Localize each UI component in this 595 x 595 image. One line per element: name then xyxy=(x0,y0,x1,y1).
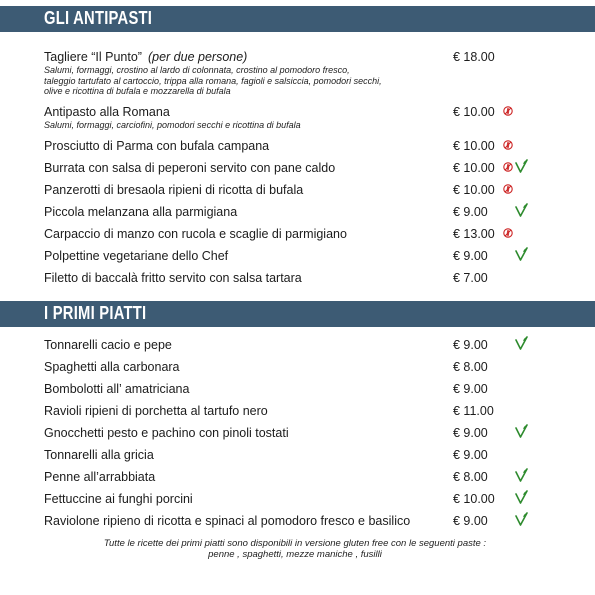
item-price: € 10.00 xyxy=(453,161,495,175)
menu-item xyxy=(44,360,564,375)
item-name: Burrata con salsa di peperoni servito con pane caldo xyxy=(44,161,336,175)
gluten-free-icon xyxy=(503,228,513,238)
item-name: Ravioli ripieni di porchetta al tartufo nero xyxy=(44,404,268,418)
vegetarian-icon xyxy=(515,336,528,350)
item-note: (per due persone) xyxy=(147,50,248,64)
menu-item xyxy=(44,492,564,507)
item-name: Tagliere “Il Punto” xyxy=(44,50,142,64)
menu-item xyxy=(44,271,564,286)
menu-item xyxy=(44,161,564,176)
item-name: Antipasto alla Romana xyxy=(44,105,170,119)
vegetarian-icon xyxy=(515,512,528,526)
item-icons xyxy=(499,50,539,65)
item-price: € 7.00 xyxy=(453,271,488,285)
item-price: € 8.00 xyxy=(453,360,488,374)
item-price: € 9.00 xyxy=(453,338,488,352)
menu-item xyxy=(44,205,564,220)
item-name: Tonnarelli cacio e pepe xyxy=(44,338,172,352)
item-icons xyxy=(499,161,539,176)
item-name: Spaghetti alla carbonara xyxy=(44,360,180,374)
item-description: Salumi, formaggi, crostino al lardo di colonnata, crostino al pomodoro fresco, xyxy=(44,65,350,75)
item-name: Filetto di baccalà fritto servito con salsa tartara xyxy=(44,271,302,285)
item-price: € 9.00 xyxy=(453,426,488,440)
item-icons xyxy=(499,404,539,419)
menu-item xyxy=(44,514,564,529)
item-icons xyxy=(499,227,539,242)
vegetarian-icon xyxy=(515,203,528,217)
item-icons xyxy=(499,382,539,397)
item-price: € 11.00 xyxy=(453,404,494,418)
item-icons xyxy=(499,426,539,441)
item-name: Piccola melanzana alla parmigiana xyxy=(44,205,238,219)
gluten-free-icon xyxy=(503,162,513,172)
menu-item xyxy=(44,426,564,441)
item-price: € 10.00 xyxy=(453,105,495,119)
menu-item xyxy=(44,382,564,397)
item-name: Bombolotti all’ amatriciana xyxy=(44,382,190,396)
item-name: Fettuccine ai funghi porcini xyxy=(44,492,193,506)
gluten-free-icon xyxy=(503,140,513,150)
vegetarian-icon xyxy=(515,159,528,173)
item-name: Prosciutto di Parma con bufala campana xyxy=(44,139,270,153)
item-price: € 9.00 xyxy=(453,448,488,462)
item-icons xyxy=(499,492,539,507)
section-header-primi xyxy=(0,301,595,327)
item-icons xyxy=(499,139,539,154)
item-icons xyxy=(499,470,539,485)
menu-item xyxy=(44,105,564,131)
menu-item xyxy=(44,183,564,198)
section-title: I PRIMI PIATTI xyxy=(44,303,147,323)
gluten-free-note: Tutte le ricette dei primi piatti sono disponibili in versione gluten free con le seguenti paste : xyxy=(103,538,487,549)
gluten-free-note-pastas: penne , spaghetti, mezze maniche , fusilli xyxy=(208,549,382,560)
item-icons xyxy=(499,271,539,286)
item-price: € 9.00 xyxy=(453,205,488,219)
item-icons xyxy=(499,249,539,264)
item-name: Gnocchetti pesto e pachino con pinoli tostati xyxy=(44,426,289,440)
item-name: Raviolone ripieno di ricotta e spinaci al pomodoro fresco e basilico xyxy=(44,514,411,528)
section-header-antipasti xyxy=(0,6,595,32)
menu-item xyxy=(44,448,564,463)
section-title: GLI ANTIPASTI xyxy=(44,8,153,28)
item-price: € 10.00 xyxy=(453,139,495,153)
item-icons xyxy=(499,105,539,120)
gluten-free-icon xyxy=(503,106,513,116)
item-price: € 18.00 xyxy=(453,50,495,64)
vegetarian-icon xyxy=(515,247,528,261)
item-icons xyxy=(499,205,539,220)
item-price: € 10.00 xyxy=(453,183,495,197)
item-price: € 13.00 xyxy=(453,227,495,241)
item-name: Panzerotti di bresaola ripieni di ricotta di bufala xyxy=(44,183,304,197)
menu-item xyxy=(44,404,564,419)
item-icons xyxy=(499,183,539,198)
menu-item xyxy=(44,50,564,97)
item-icons xyxy=(499,338,539,353)
vegetarian-icon xyxy=(515,424,528,438)
menu-item xyxy=(44,338,564,353)
item-name: Polpettine vegetariane dello Chef xyxy=(44,249,229,263)
item-description: olive e ricottina di bufala e mozzarella di bufala xyxy=(44,86,231,96)
item-price: € 10.00 xyxy=(453,492,495,506)
gluten-free-icon xyxy=(503,184,513,194)
item-price: € 9.00 xyxy=(453,249,488,263)
item-icons xyxy=(499,360,539,375)
item-description: taleggio tartufato al cartoccio, trippa alla romana, fagioli e salsiccia, pomodori secchi, xyxy=(44,75,382,86)
item-description: Salumi, formaggi, carciofini, pomodori secchi e ricottina di bufala xyxy=(44,120,301,130)
menu-item xyxy=(44,470,564,485)
item-icons xyxy=(499,514,539,529)
vegetarian-icon xyxy=(515,490,528,504)
menu-item xyxy=(44,249,564,264)
item-icons xyxy=(499,448,539,463)
item-price: € 9.00 xyxy=(453,382,488,396)
item-name: Tonnarelli alla gricia xyxy=(44,448,154,462)
item-name: Carpaccio di manzo con rucola e scaglie di parmigiano xyxy=(44,227,347,241)
menu-item xyxy=(44,227,564,242)
item-price: € 9.00 xyxy=(453,514,488,528)
item-price: € 8.00 xyxy=(453,470,488,484)
vegetarian-icon xyxy=(515,468,528,482)
menu-item xyxy=(44,139,564,154)
item-name: Penne all’arrabbiata xyxy=(44,470,156,484)
